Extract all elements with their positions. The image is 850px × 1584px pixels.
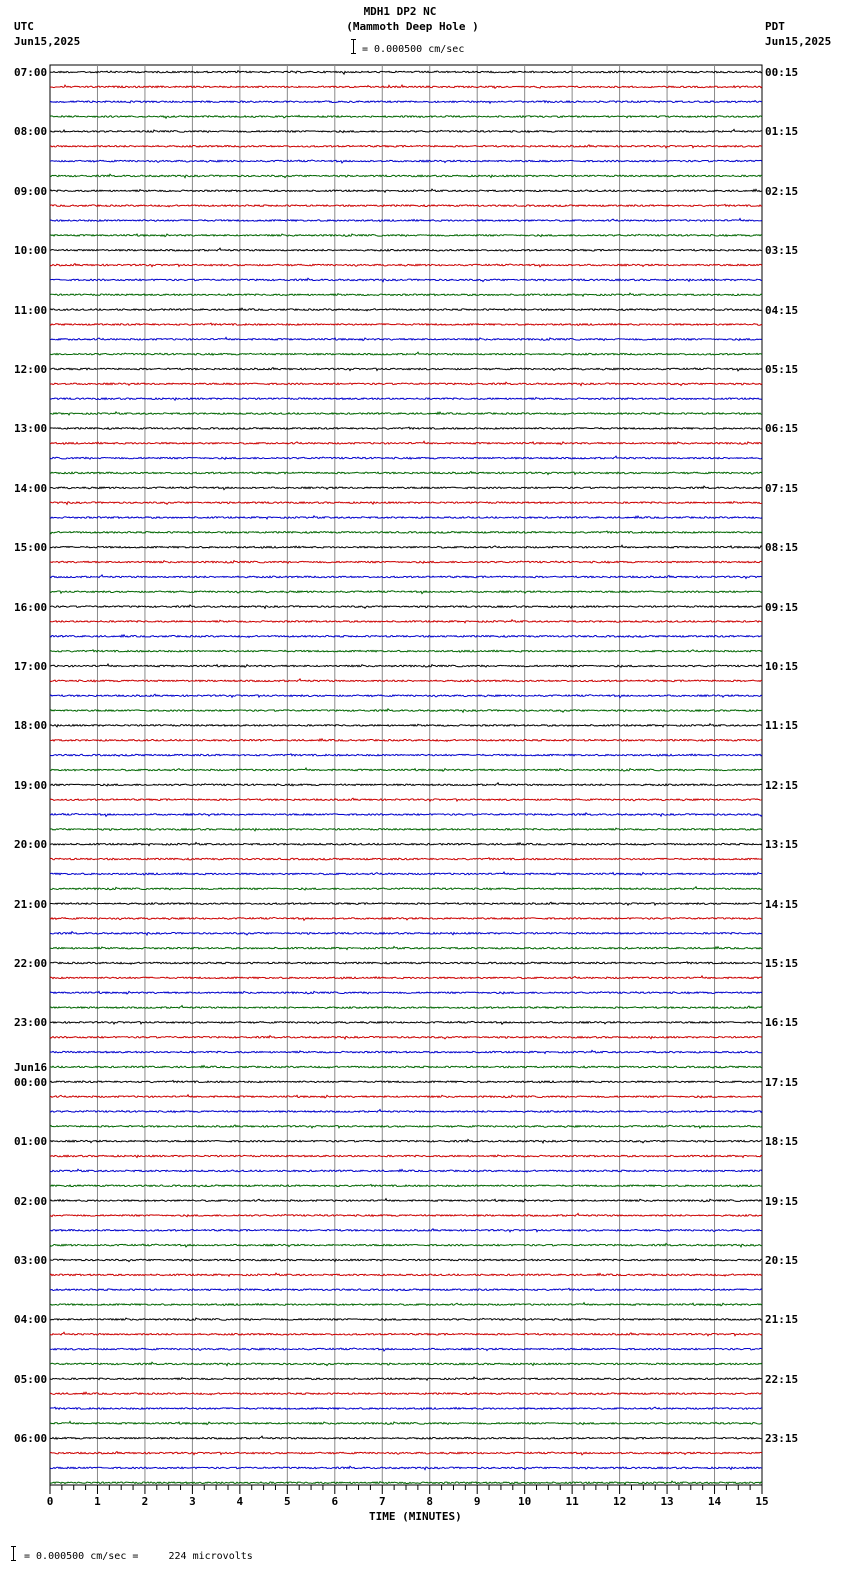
pdt-label-06:15: 06:15 bbox=[765, 422, 799, 436]
trace-87 bbox=[50, 1348, 762, 1351]
trace-67 bbox=[50, 1050, 762, 1053]
trace-64 bbox=[50, 1006, 762, 1009]
trace-92 bbox=[50, 1421, 762, 1424]
trace-8 bbox=[50, 174, 762, 177]
pdt-label-07:15: 07:15 bbox=[765, 481, 799, 495]
trace-2 bbox=[50, 85, 762, 88]
time-axis bbox=[47, 1485, 769, 1508]
trace-26 bbox=[50, 441, 762, 444]
x-axis-label: TIME (MINUTES) bbox=[369, 1510, 462, 1523]
right-date: Jun15,2025 bbox=[765, 35, 832, 48]
trace-52 bbox=[50, 828, 762, 831]
left-date: Jun15,2025 bbox=[14, 35, 81, 48]
trace-14 bbox=[50, 264, 762, 267]
x-tick-label-2: 2 bbox=[141, 1495, 149, 1508]
utc-date-change-label: Jun16 bbox=[14, 1060, 48, 1074]
utc-label-15:00: 15:00 bbox=[14, 541, 48, 555]
pdt-label-08:15: 08:15 bbox=[765, 541, 799, 555]
utc-label-11:00: 11:00 bbox=[14, 303, 48, 317]
trace-59 bbox=[50, 932, 762, 935]
trace-93 bbox=[50, 1436, 762, 1439]
utc-label-21:00: 21:00 bbox=[14, 897, 48, 911]
trace-10 bbox=[50, 204, 762, 206]
x-tick-label-5: 5 bbox=[284, 1495, 291, 1508]
trace-37 bbox=[50, 605, 762, 608]
trace-74 bbox=[50, 1155, 762, 1158]
x-tick-label-12: 12 bbox=[612, 1495, 627, 1508]
pdt-label-14:15: 14:15 bbox=[765, 897, 799, 911]
x-tick-label-13: 13 bbox=[660, 1495, 674, 1508]
trace-31 bbox=[50, 516, 762, 519]
trace-5 bbox=[50, 129, 762, 132]
x-tick-label-10: 10 bbox=[518, 1495, 532, 1508]
pdt-label-18:15: 18:15 bbox=[765, 1135, 799, 1149]
trace-28 bbox=[50, 472, 762, 475]
trace-89 bbox=[50, 1377, 762, 1380]
utc-label-23:00: 23:00 bbox=[14, 1016, 48, 1030]
trace-27 bbox=[50, 456, 762, 459]
trace-11 bbox=[50, 219, 762, 222]
utc-label-05:00: 05:00 bbox=[14, 1372, 48, 1386]
trace-21 bbox=[50, 368, 762, 371]
trace-36 bbox=[50, 591, 762, 594]
pdt-label-01:15: 01:15 bbox=[765, 125, 799, 139]
utc-label-16:00: 16:00 bbox=[14, 600, 48, 614]
trace-23 bbox=[50, 398, 762, 401]
trace-7 bbox=[50, 160, 762, 163]
utc-label-00:00: 00:00 bbox=[14, 1075, 48, 1089]
pdt-label-02:15: 02:15 bbox=[765, 184, 799, 198]
trace-33 bbox=[50, 545, 762, 548]
utc-label-14:00: 14:00 bbox=[14, 481, 48, 495]
trace-54 bbox=[50, 858, 762, 860]
x-tick-label-9: 9 bbox=[473, 1495, 481, 1508]
trace-78 bbox=[50, 1213, 762, 1216]
pdt-label-16:15: 16:15 bbox=[765, 1016, 799, 1030]
trace-76 bbox=[50, 1184, 762, 1186]
trace-94 bbox=[50, 1452, 762, 1455]
x-tick-label-14: 14 bbox=[707, 1495, 722, 1508]
trace-62 bbox=[50, 976, 762, 979]
trace-85 bbox=[50, 1318, 762, 1321]
utc-label-02:00: 02:00 bbox=[14, 1194, 48, 1208]
trace-38 bbox=[50, 620, 762, 623]
scale-label: = 0.000500 cm/sec bbox=[362, 44, 465, 55]
trace-3 bbox=[50, 101, 762, 104]
trace-83 bbox=[50, 1288, 762, 1290]
trace-50 bbox=[50, 798, 762, 801]
utc-label-03:00: 03:00 bbox=[14, 1254, 48, 1267]
utc-label-18:00: 18:00 bbox=[14, 719, 48, 733]
trace-6 bbox=[50, 145, 762, 148]
trace-19 bbox=[50, 337, 762, 340]
trace-77 bbox=[50, 1199, 762, 1202]
pdt-label-19:15: 19:15 bbox=[765, 1194, 799, 1208]
trace-91 bbox=[50, 1407, 762, 1409]
trace-88 bbox=[50, 1362, 762, 1365]
pdt-label-11:15: 11:15 bbox=[765, 719, 799, 733]
trace-18 bbox=[50, 323, 762, 325]
utc-label-17:00: 17:00 bbox=[14, 660, 48, 673]
trace-69 bbox=[50, 1081, 762, 1083]
trace-80 bbox=[50, 1243, 762, 1247]
pdt-label-20:15: 20:15 bbox=[765, 1254, 799, 1267]
trace-47 bbox=[50, 754, 762, 756]
pdt-label-05:15: 05:15 bbox=[765, 363, 799, 376]
trace-12 bbox=[50, 234, 762, 237]
pdt-label-12:15: 12:15 bbox=[765, 778, 799, 792]
trace-16 bbox=[50, 293, 762, 296]
trace-84 bbox=[50, 1303, 762, 1306]
utc-label-09:00: 09:00 bbox=[14, 184, 48, 198]
trace-29 bbox=[50, 486, 762, 490]
trace-48 bbox=[50, 768, 762, 771]
x-tick-label-7: 7 bbox=[378, 1495, 386, 1508]
pdt-label-03:15: 03:15 bbox=[765, 244, 799, 258]
x-tick-label-6: 6 bbox=[331, 1495, 339, 1508]
trace-55 bbox=[50, 872, 762, 875]
trace-9 bbox=[50, 189, 762, 192]
trace-32 bbox=[50, 531, 762, 533]
x-tick-label-1: 1 bbox=[94, 1495, 101, 1508]
station-title: MDH1 DP2 NC bbox=[363, 5, 437, 18]
trace-75 bbox=[50, 1169, 762, 1172]
trace-56 bbox=[50, 887, 762, 890]
pdt-label-09:15: 09:15 bbox=[765, 600, 799, 614]
trace-39 bbox=[50, 635, 762, 638]
utc-label-13:00: 13:00 bbox=[14, 422, 48, 436]
trace-45 bbox=[50, 724, 762, 727]
trace-86 bbox=[50, 1332, 762, 1336]
trace-4 bbox=[50, 115, 762, 118]
trace-group bbox=[50, 71, 762, 1484]
x-tick-label-15: 15 bbox=[755, 1495, 769, 1508]
pdt-label-21:15: 21:15 bbox=[765, 1313, 799, 1327]
trace-40 bbox=[50, 650, 762, 652]
pdt-label-10:15: 10:15 bbox=[765, 660, 799, 673]
trace-34 bbox=[50, 561, 762, 564]
utc-label-08:00: 08:00 bbox=[14, 125, 48, 139]
trace-1 bbox=[50, 71, 762, 74]
x-tick-label-11: 11 bbox=[565, 1495, 579, 1508]
calibration-text: = 0.000500 cm/sec = 224 microvolts bbox=[24, 1551, 253, 1562]
pdt-label-13:15: 13:15 bbox=[765, 838, 799, 852]
x-tick-label-0: 0 bbox=[46, 1495, 54, 1508]
trace-44 bbox=[50, 709, 762, 712]
trace-30 bbox=[50, 501, 762, 504]
trace-65 bbox=[50, 1021, 762, 1024]
utc-label-04:00: 04:00 bbox=[14, 1313, 48, 1327]
pdt-label-17:15: 17:15 bbox=[765, 1075, 799, 1089]
trace-25 bbox=[50, 427, 762, 429]
trace-22 bbox=[50, 382, 762, 385]
utc-label-19:00: 19:00 bbox=[14, 778, 48, 792]
trace-15 bbox=[50, 278, 762, 281]
utc-label-12:00: 12:00 bbox=[14, 363, 48, 376]
utc-label-20:00: 20:00 bbox=[14, 838, 48, 852]
utc-label-22:00: 22:00 bbox=[14, 957, 48, 970]
trace-43 bbox=[50, 694, 762, 697]
trace-20 bbox=[50, 352, 762, 355]
trace-61 bbox=[50, 962, 762, 964]
utc-label-07:00: 07:00 bbox=[14, 66, 48, 79]
pdt-label-00:15: 00:15 bbox=[765, 66, 799, 79]
trace-24 bbox=[50, 412, 762, 415]
station-location: (Mammoth Deep Hole ) bbox=[346, 20, 479, 33]
trace-46 bbox=[50, 739, 762, 742]
trace-51 bbox=[50, 813, 762, 817]
pdt-label-22:15: 22:15 bbox=[765, 1372, 799, 1386]
trace-81 bbox=[50, 1259, 762, 1262]
plot-border bbox=[50, 65, 762, 1485]
trace-66 bbox=[50, 1036, 762, 1039]
grid-lines bbox=[50, 65, 762, 1485]
trace-96 bbox=[50, 1481, 762, 1484]
x-tick-label-8: 8 bbox=[426, 1495, 434, 1508]
trace-57 bbox=[50, 902, 762, 905]
x-tick-label-4: 4 bbox=[236, 1495, 244, 1508]
trace-42 bbox=[50, 679, 762, 682]
trace-95 bbox=[50, 1466, 762, 1469]
utc-label-01:00: 01:00 bbox=[14, 1135, 48, 1149]
trace-90 bbox=[50, 1392, 762, 1395]
trace-70 bbox=[50, 1095, 762, 1098]
left-timezone: UTC bbox=[14, 20, 34, 33]
trace-60 bbox=[50, 946, 762, 949]
trace-49 bbox=[50, 783, 762, 786]
trace-53 bbox=[50, 843, 762, 846]
trace-82 bbox=[50, 1273, 762, 1276]
trace-63 bbox=[50, 991, 762, 994]
pdt-label-04:15: 04:15 bbox=[765, 303, 799, 317]
trace-17 bbox=[50, 308, 762, 311]
utc-label-06:00: 06:00 bbox=[14, 1432, 48, 1446]
trace-13 bbox=[50, 248, 762, 251]
x-tick-label-3: 3 bbox=[189, 1495, 196, 1508]
trace-71 bbox=[50, 1110, 762, 1113]
trace-72 bbox=[50, 1125, 762, 1128]
trace-58 bbox=[50, 917, 762, 920]
pdt-label-23:15: 23:15 bbox=[765, 1432, 799, 1446]
pdt-label-15:15: 15:15 bbox=[765, 957, 799, 970]
trace-73 bbox=[50, 1140, 762, 1143]
utc-label-10:00: 10:00 bbox=[14, 244, 48, 258]
calibration-bar-icon bbox=[11, 1546, 16, 1561]
trace-79 bbox=[50, 1229, 762, 1232]
trace-35 bbox=[50, 575, 762, 579]
right-timezone: PDT bbox=[765, 20, 785, 33]
trace-68 bbox=[50, 1066, 762, 1069]
trace-41 bbox=[50, 664, 762, 667]
